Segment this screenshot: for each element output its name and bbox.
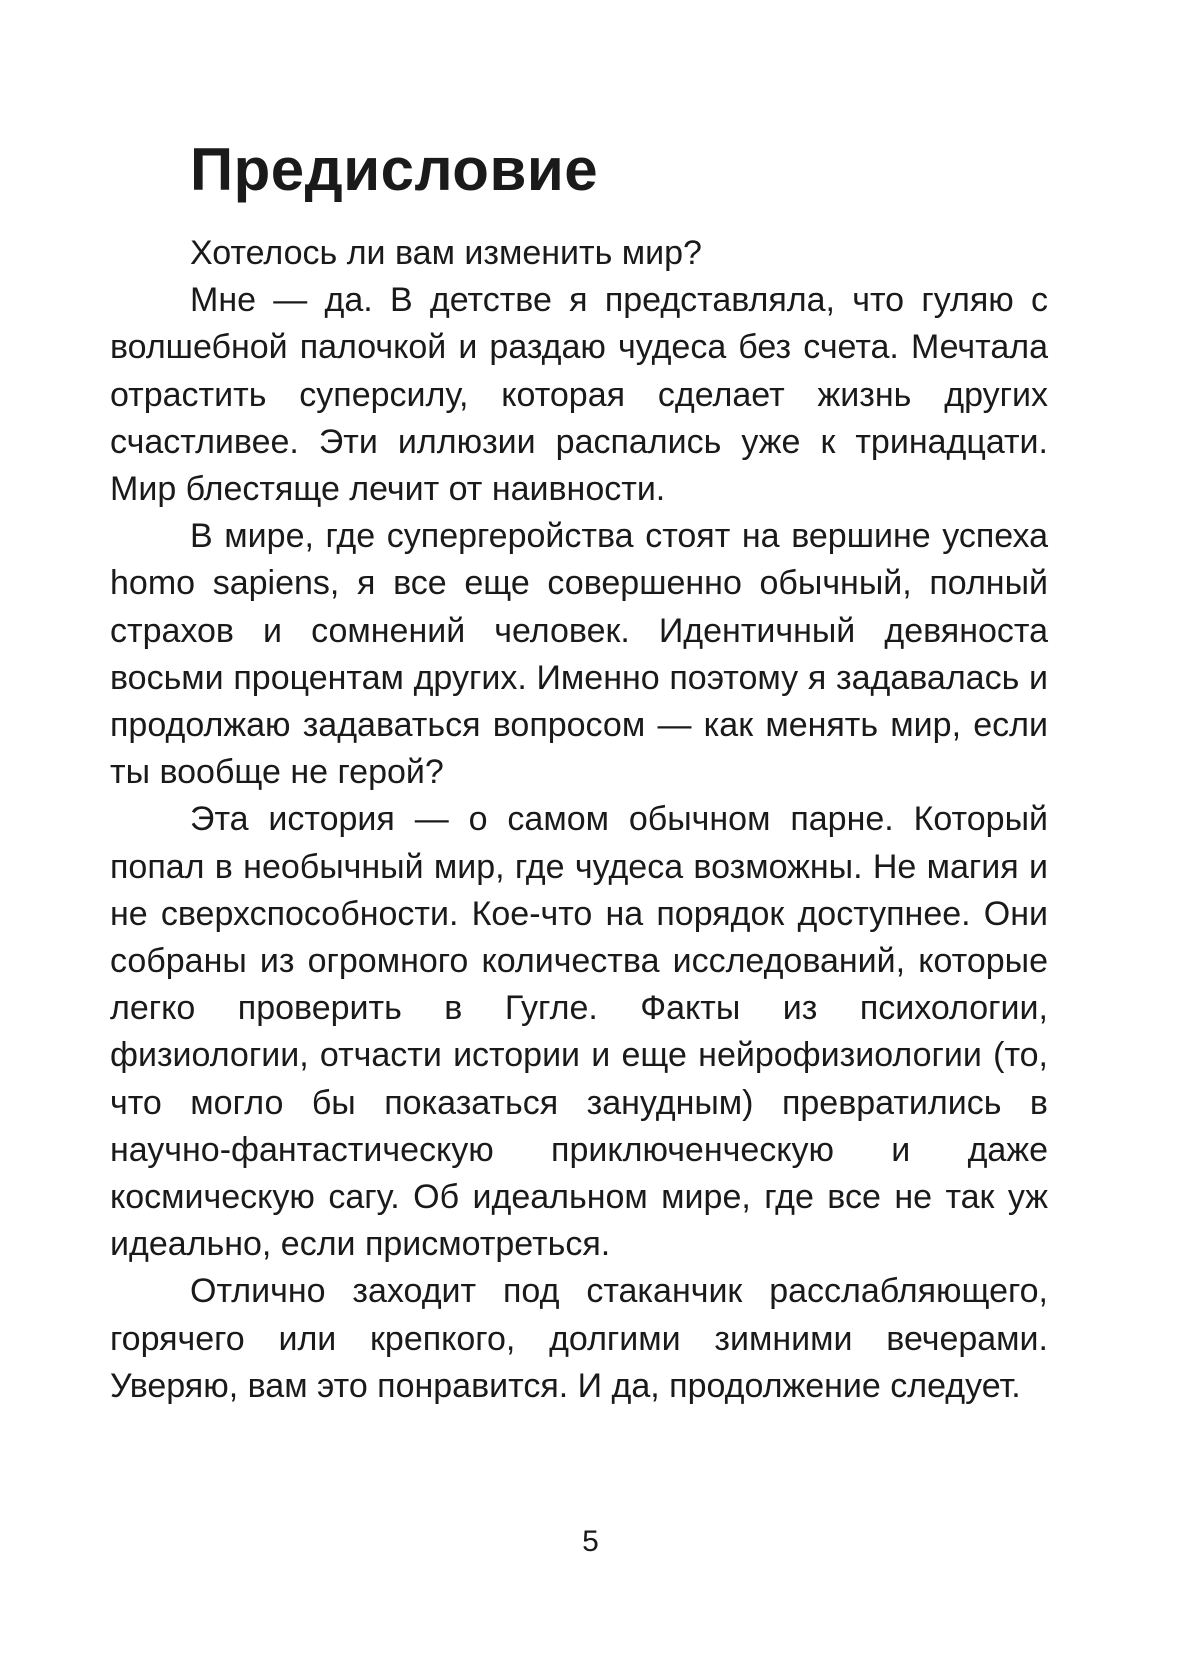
page-title: Предисловие — [190, 136, 599, 203]
paragraph-5: Отлично заходит под стаканчик расслабляющего, горячего или крепкого, долгими зимними вечерами. Уверяю, вам это понравится. И да, продолжение следует. — [110, 1272, 1048, 1405]
paragraph-3: В мире, где супергеройства стоят на вершине успеха homo sapiens, я все еще совершенно обычный, полный страхов и сомнений человек. Идентичный девяноста восьми процентам других. Именно поэтому я задавалась и продолжаю задаваться вопросом — как менять мир, если ты вообще не герой? — [110, 517, 1048, 792]
preface-text — [110, 230, 1048, 1410]
paragraph-4: Эта история — о самом обычном парне. Который попал в необычный мир, где чудеса возможны. Не магия и не сверхспособности. Кое-что на порядок доступнее. Они собраны из огромного количества исследований, которые легко проверить в Гугле. Факты из психологии, физиологии, отчасти истории и еще нейрофизиологии (то, что могло бы показаться занудным) превратились в научно-фантастическую приключенческую и даже космическую сагу. Об идеальном мире, где все не так уж идеально, если присмотреться. — [110, 800, 1048, 1264]
paragraph-1: Хотелось ли вам изменить мир? — [190, 234, 702, 272]
paragraph-2: Мне — да. В детстве я представляла, что гуляю с волшебной палочкой и раздаю чудеса без счета. Мечтала отрастить суперсилу, которая сделает жизнь других счастливее. Эти иллюзии распались уже к тринадцати. Мир блестяще лечит от наивности. — [110, 281, 1048, 509]
page-number: 5 — [582, 1525, 599, 1558]
